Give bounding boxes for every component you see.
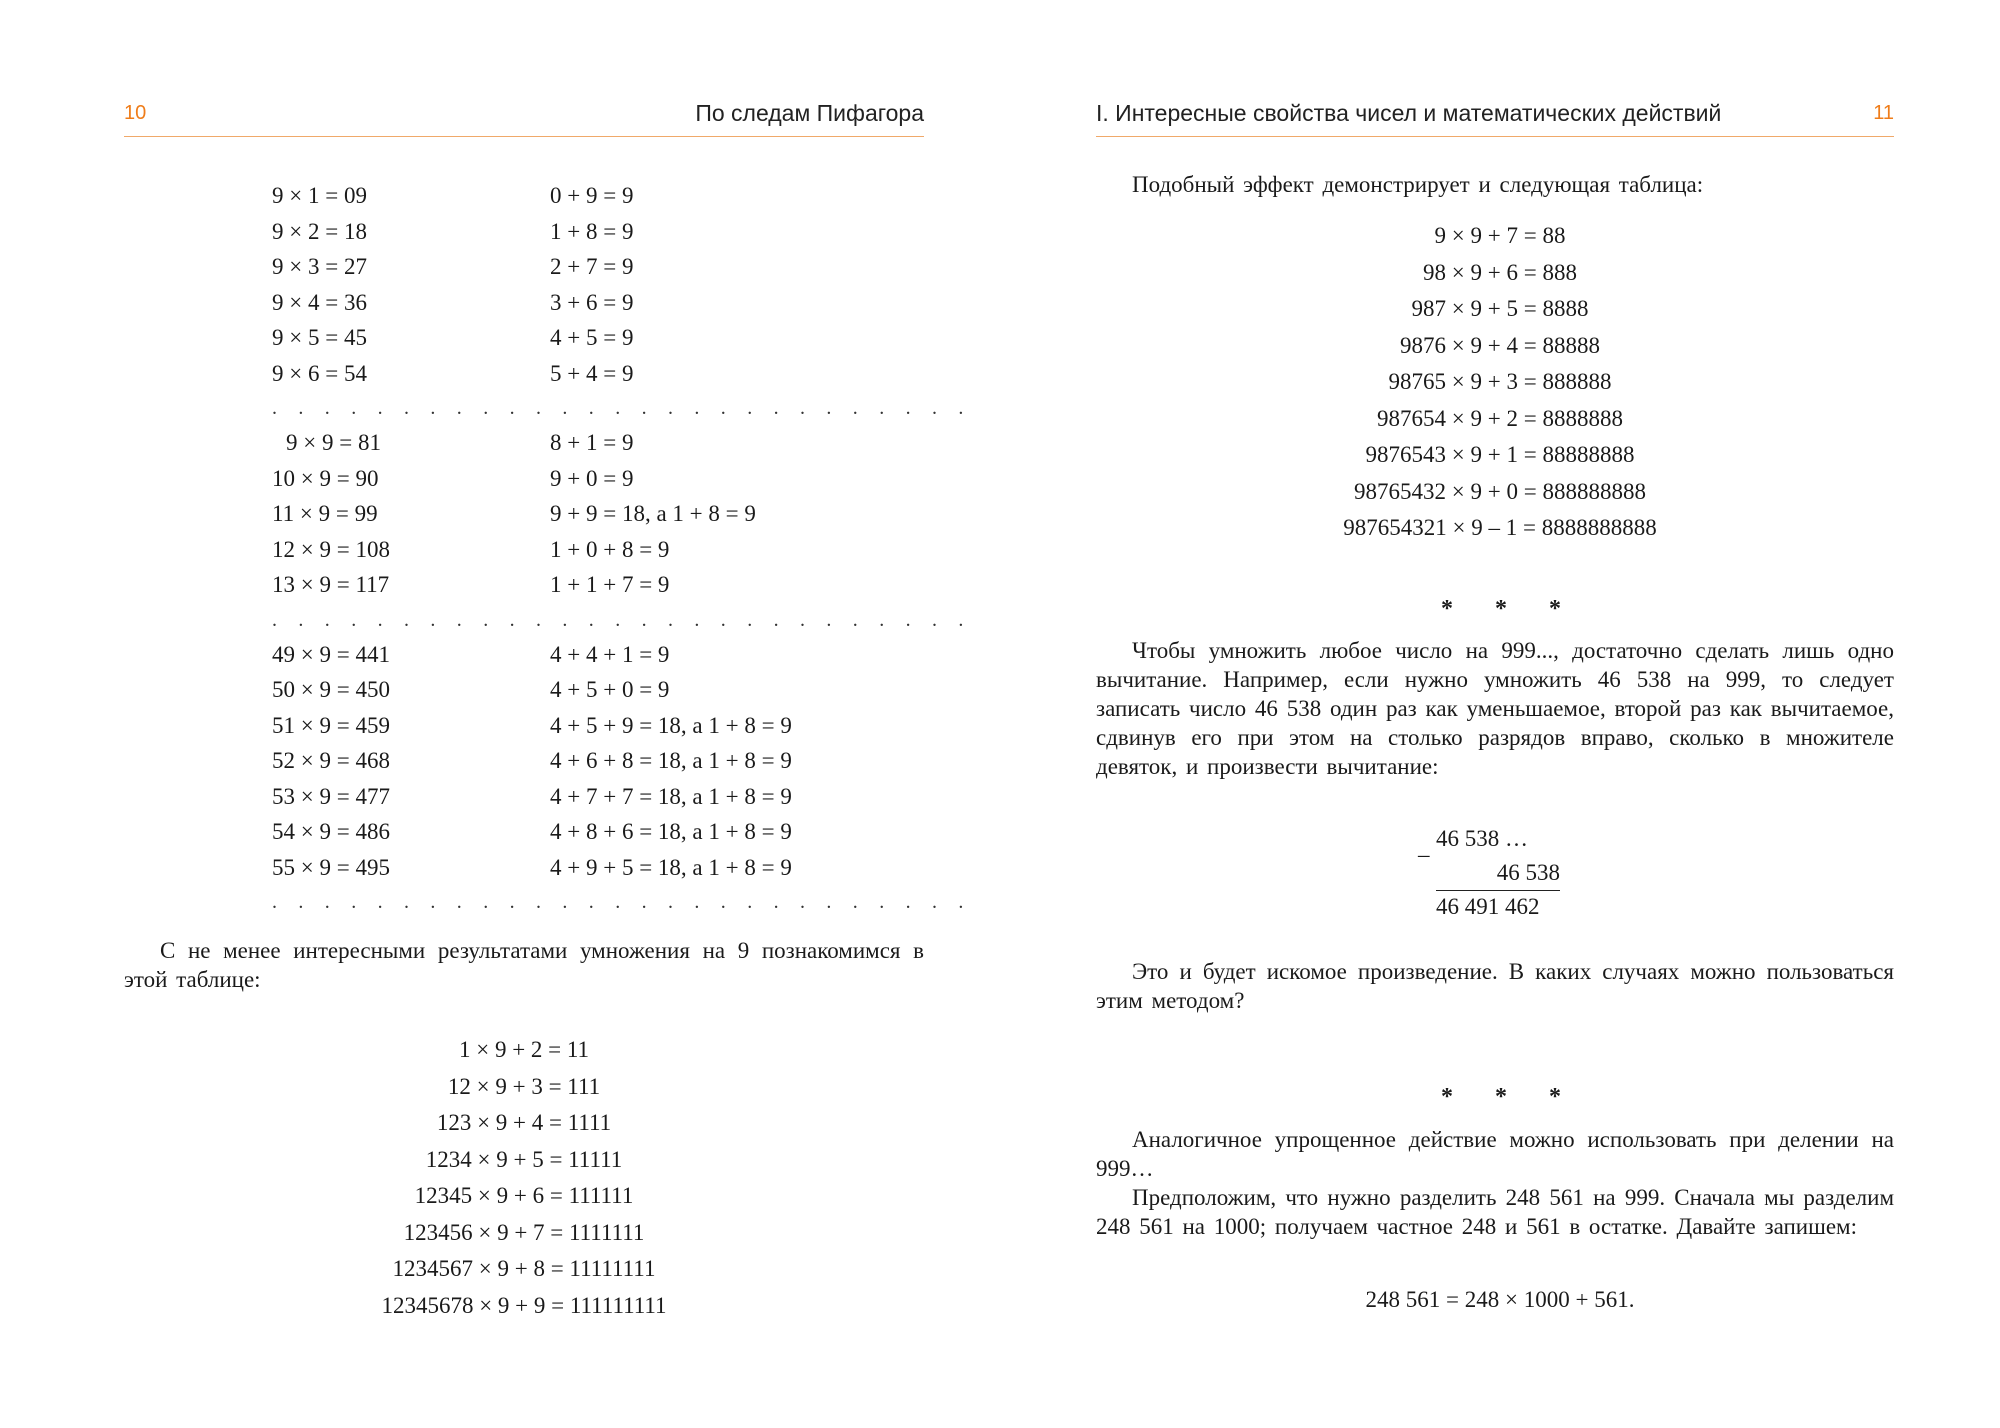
table-row	[272, 532, 972, 568]
product-cell: 10 × 9 = 90	[272, 465, 379, 491]
nines-table	[272, 178, 972, 919]
digit-sum-cell: 8 + 1 = 9	[550, 430, 634, 455]
intro-paragraph-right: Подобный эффект демонстрирует и следующая таблица:	[1132, 172, 1704, 197]
header-title-left: По следам Пифагора	[695, 100, 924, 126]
page-number-right: 11	[1873, 102, 1894, 124]
product-cell: 9 × 1 = 09	[272, 183, 367, 208]
product-cell: 49 × 9 = 441	[272, 641, 390, 667]
subtraction-rule	[1436, 890, 1560, 891]
digit-sum-cell: 4 + 9 + 5 = 18, а 1 + 8 = 9	[550, 854, 792, 880]
equation-line: 1 × 9 + 2 = 11	[458, 1037, 590, 1062]
table-row	[272, 814, 972, 850]
product-cell: 13 × 9 = 117	[272, 572, 390, 597]
intro-paragraph-left: С не менее интересными результатами умножения на 9 познакомимся в этой таблице:	[124, 938, 924, 992]
product-cell: 51 × 9 = 459	[272, 712, 390, 738]
equation-line: 98765 × 9 + 3 = 888888	[1388, 369, 1612, 394]
product-cell: 9 × 4 = 36	[272, 289, 367, 315]
eights-table	[1260, 218, 1740, 547]
digit-sum-cell: 4 + 6 + 8 = 18, а 1 + 8 = 9	[550, 748, 792, 773]
table-row	[272, 249, 972, 285]
digit-sum-cell: 2 + 7 = 9	[550, 254, 634, 279]
product-cell: 53 × 9 = 477	[272, 783, 390, 809]
digit-sum-cell: 4 + 5 + 0 = 9	[550, 677, 670, 702]
equation-line: 9876 × 9 + 4 = 88888	[1400, 332, 1600, 358]
table-row	[272, 425, 972, 461]
ellipsis-dots: . . . . . . . . . . . . . . . . . . . . . . . . . . .	[272, 891, 972, 913]
ellipsis-dots: . . . . . . . . . . . . . . . . . . . . . . . . . . .	[272, 397, 972, 419]
section-separator: * * *	[1441, 596, 1579, 622]
equation-line: 9 × 9 + 7 = 88	[1434, 223, 1566, 248]
digit-sum-cell: 3 + 6 = 9	[550, 289, 634, 315]
final-equation: 248 561 = 248 × 1000 + 561.	[1365, 1287, 1635, 1312]
table-row	[272, 637, 972, 673]
equation-line: 987654 × 9 + 2 = 8888888	[1377, 405, 1623, 431]
equation-line: 1234 × 9 + 5 = 11111	[425, 1146, 623, 1172]
digit-sum-cell: 9 + 0 = 9	[550, 465, 634, 491]
digit-sum-cell: 9 + 9 = 18, а 1 + 8 = 9	[550, 501, 756, 526]
equation-line: 987654321 × 9 – 1 = 8888888888	[1343, 515, 1657, 540]
right-page	[1000, 0, 2000, 1428]
final-equation-block	[1300, 1282, 1700, 1319]
digit-sum-cell: 1 + 0 + 8 = 9	[550, 536, 670, 562]
equation-line: 9876543 × 9 + 1 = 88888888	[1365, 442, 1635, 467]
table-row	[272, 214, 972, 250]
digit-sum-cell: 0 + 9 = 9	[550, 183, 634, 208]
running-head-left	[124, 100, 924, 137]
division-paragraph-2: Предположим, что нужно разделить 248 561 на 999. Сначала мы разделим 248 561 на 1000; получаем частное 248 и 561 в остатке. Давайте запишем:	[1096, 1185, 1894, 1239]
digit-sum-cell: 4 + 4 + 1 = 9	[550, 641, 670, 667]
section-separator: * * *	[1441, 1084, 1579, 1110]
equation-line: 1234567 × 9 + 8 = 11111111	[392, 1256, 656, 1281]
running-head-right	[1096, 100, 1894, 137]
difference: 46 491 462	[1436, 894, 1540, 919]
digit-sum-cell: 1 + 8 = 9	[550, 218, 634, 244]
table-row	[272, 708, 972, 744]
equation-line: 123456 × 9 + 7 = 1111111	[403, 1219, 645, 1245]
digit-sum-cell: 4 + 8 + 6 = 18, а 1 + 8 = 9	[550, 819, 792, 844]
digit-sum-cell: 5 + 4 = 9	[550, 360, 634, 386]
table-row	[272, 567, 972, 603]
equation-line: 12345 × 9 + 6 = 111111	[414, 1183, 634, 1208]
header-title-right: I. Интересные свойства чисел и математических действий	[1096, 100, 1722, 126]
equation-line: 12345678 × 9 + 9 = 111111111	[381, 1292, 667, 1318]
minus-sign: –	[1418, 842, 1430, 867]
digit-sum-cell: 4 + 7 + 7 = 18, а 1 + 8 = 9	[550, 783, 792, 809]
table-row	[272, 672, 972, 708]
ellipsis-dots: . . . . . . . . . . . . . . . . . . . . . . . . . . .	[272, 608, 972, 631]
equation-line: 987 × 9 + 5 = 8888	[1411, 296, 1589, 321]
digit-sum-cell: 4 + 5 = 9	[550, 325, 634, 350]
product-cell: 9 × 3 = 27	[272, 254, 367, 279]
question-paragraph: Это и будет искомое произведение. В каких случаях можно пользоваться этим методом?	[1096, 959, 1894, 1013]
product-cell: 52 × 9 = 468	[272, 748, 390, 773]
table-row	[272, 743, 972, 779]
subtrahend: 46 538	[1496, 860, 1560, 885]
product-cell: 9 × 6 = 54	[272, 360, 367, 386]
table-row	[272, 461, 972, 497]
equation-line: 12 × 9 + 3 = 111	[447, 1073, 601, 1099]
product-cell: 50 × 9 = 450	[272, 677, 390, 702]
equation-line: 123 × 9 + 4 = 1111	[436, 1110, 612, 1135]
table-row	[272, 285, 972, 321]
product-cell: 55 × 9 = 495	[272, 854, 390, 880]
product-cell: 12 × 9 = 108	[272, 536, 390, 562]
product-cell: 9 × 5 = 45	[272, 325, 367, 350]
table-row	[272, 496, 972, 532]
table-row	[272, 320, 972, 356]
product-cell: 54 × 9 = 486	[272, 819, 390, 844]
equation-line: 98765432 × 9 + 0 = 888888888	[1354, 478, 1646, 504]
product-cell: 9 × 9 = 81	[286, 430, 381, 455]
digit-sum-cell: 1 + 1 + 7 = 9	[550, 572, 670, 597]
table-row	[272, 356, 972, 392]
equation-line: 98 × 9 + 6 = 888	[1423, 259, 1577, 285]
digit-sum-cell: 4 + 5 + 9 = 18, а 1 + 8 = 9	[550, 712, 792, 738]
table-row	[272, 779, 972, 815]
division-paragraph-1: Аналогичное упрощенное действие можно использовать при делении на 999…	[1096, 1127, 1894, 1181]
product-cell: 9 × 2 = 18	[272, 218, 367, 244]
table-row	[272, 178, 972, 214]
multiply-paragraph: Чтобы умножить любое число на 999..., достаточно сделать лишь одно вычитание. Например, если нужно умножить 46 538 на 999, то следует записать число 46 538 один раз как уменьшаемое, второй раз как вычитаемое, сдвинув его при этом на столько разрядов вправо, сколько в множителе девяток, и произвести вычитание:	[1096, 638, 1894, 779]
table-row	[272, 850, 972, 886]
page-number-left: 10	[124, 102, 147, 124]
ones-table	[324, 1032, 724, 1324]
product-cell: 11 × 9 = 99	[272, 501, 378, 526]
minuend: 46 538 …	[1436, 826, 1528, 851]
